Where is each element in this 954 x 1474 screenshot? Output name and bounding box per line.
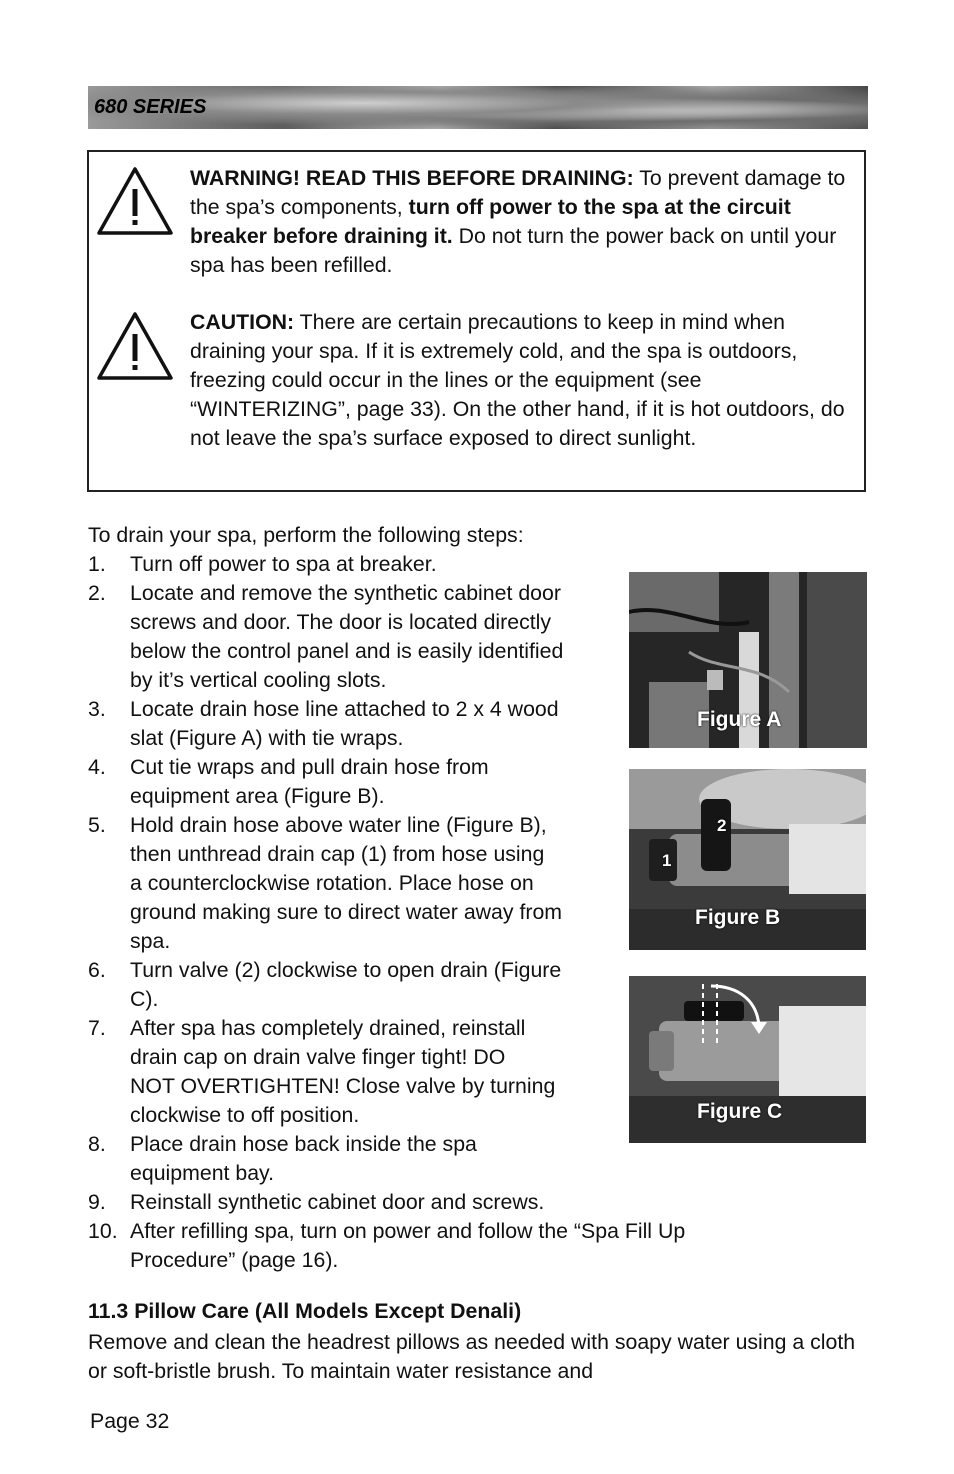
drain-intro: To drain your spa, perform the following steps: — [88, 523, 524, 547]
step-line: slat (Figure A) with tie wraps. — [130, 726, 404, 750]
step-item — [88, 811, 685, 956]
step-line: C). — [130, 987, 159, 1011]
step-number: 10. — [88, 1219, 118, 1243]
step-line: clockwise to off position. — [130, 1103, 360, 1127]
step-item — [88, 1188, 685, 1217]
warning-emphasis: turn off power to the spa at the circuit breaker before draining it. — [190, 195, 791, 248]
step-number: 9. — [88, 1190, 106, 1214]
step-line: Reinstall synthetic cabinet door and screws. — [130, 1190, 545, 1214]
step-line: Turn off power to spa at breaker. — [130, 552, 437, 576]
step-item — [88, 579, 685, 695]
step-line: Cut tie wraps and pull drain hose from — [130, 755, 489, 779]
step-line: equipment area (Figure B). — [130, 784, 385, 808]
step-line: Locate drain hose line attached to 2 x 4 wood — [130, 697, 559, 721]
step-number: 5. — [88, 813, 106, 837]
step-line: then unthread drain cap (1) from hose using — [130, 842, 545, 866]
step-item — [88, 695, 685, 753]
step-item — [88, 550, 685, 579]
figure-b-caption: Figure B — [695, 906, 781, 929]
step-line: below the control panel and is easily identified — [130, 639, 564, 663]
figure-b — [629, 769, 866, 950]
warning-title: WARNING! READ THIS BEFORE DRAINING: — [190, 166, 634, 190]
step-line: ground making sure to direct water away from — [130, 900, 563, 924]
step-number: 8. — [88, 1132, 106, 1156]
step-line: After refilling spa, turn on power and follow the “Spa Fill Up — [130, 1219, 686, 1243]
step-item — [88, 956, 685, 1014]
step-line: NOT OVERTIGHTEN! Close valve by turning — [130, 1074, 556, 1098]
figure-b-label-2: 2 — [717, 816, 727, 835]
step-line: Turn valve (2) clockwise to open drain (Figure — [130, 958, 562, 982]
step-line: by it’s vertical cooling slots. — [130, 668, 387, 692]
step-line: spa. — [130, 929, 171, 953]
step-line: screws and door. The door is located directly — [130, 610, 552, 634]
warning-triangle-icon — [96, 165, 174, 237]
step-line: equipment bay. — [130, 1161, 275, 1185]
figure-c — [629, 976, 866, 1143]
step-line: After spa has completely drained, reinstall — [130, 1016, 526, 1040]
figure-b-label-1: 1 — [662, 851, 672, 870]
figure-a — [629, 572, 867, 748]
figure-c-caption: Figure C — [697, 1100, 783, 1123]
step-item — [88, 1130, 685, 1188]
step-item — [88, 1217, 685, 1275]
step-number: 3. — [88, 697, 106, 721]
drain-steps-list — [88, 550, 685, 1275]
series-header-bar — [88, 86, 868, 129]
series-title: 680 SERIES — [94, 96, 207, 118]
step-number: 4. — [88, 755, 106, 779]
step-line: drain cap on drain valve finger tight! DO — [130, 1045, 506, 1069]
step-number: 6. — [88, 958, 106, 982]
step-line: Hold drain hose above water line (Figure B), — [130, 813, 547, 837]
step-number: 1. — [88, 552, 106, 576]
page-number: Page 32 — [90, 1409, 170, 1433]
step-item — [88, 753, 685, 811]
step-number: 7. — [88, 1016, 106, 1040]
step-line: a counterclockwise rotation. Place hose on — [130, 871, 534, 895]
figure-a-caption: Figure A — [697, 708, 782, 731]
step-item — [88, 1014, 685, 1130]
caution-title: CAUTION: — [190, 310, 295, 334]
step-line: Locate and remove the synthetic cabinet door — [130, 581, 561, 605]
step-line: Place drain hose back inside the spa — [130, 1132, 477, 1156]
step-number: 2. — [88, 581, 106, 605]
section-heading-pillow-care: 11.3 Pillow Care (All Models Except Denali) — [88, 1299, 522, 1323]
warning-text: WARNING! READ THIS BEFORE DRAINING: To prevent damage to the spa’s components, turn off power to the spa at the circuit breaker before draining it. Do not turn the power back on until your spa has been refilled. — [190, 166, 846, 277]
caution-triangle-icon — [96, 310, 174, 382]
section-body-pillow-care: Remove and clean the headrest pillows as needed with soapy water using a cloth or soft-bristle brush. To maintain water resistance and — [88, 1330, 856, 1383]
step-line: Procedure” (page 16). — [130, 1248, 339, 1272]
caution-text: CAUTION: There are certain precautions to keep in mind when draining your spa. If it is extremely cold, and the spa is outdoors, freezing could occur in the lines or the equipment (see “WINTERIZING”, page 33). On the other hand, if it is hot outdoors, do not leave the spa’s surface exposed to direct sunlight. — [190, 310, 845, 450]
